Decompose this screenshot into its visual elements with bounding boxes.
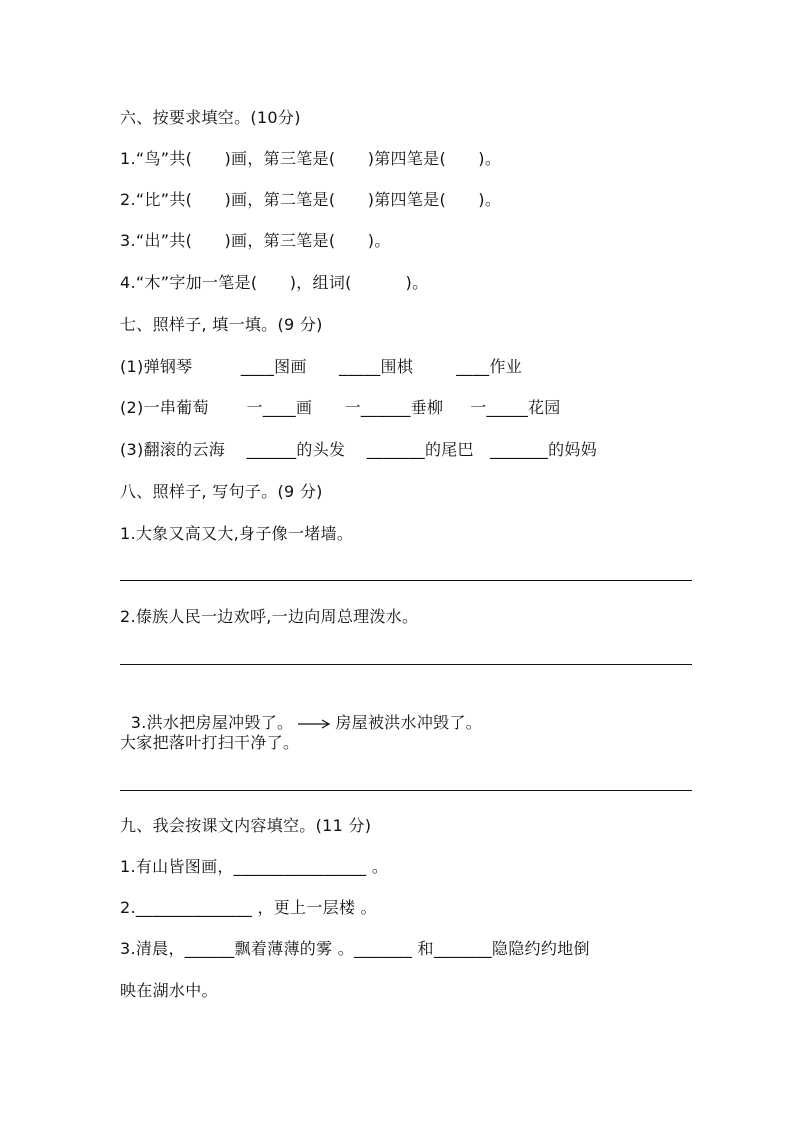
answer-line-2 [120, 664, 692, 665]
section-9-poem-2: 2.______________ ，更上一层楼 。 [120, 898, 377, 917]
sentence-3-active: 3.洪水把房屋冲毁了。 [130, 713, 294, 732]
section-7-row-2: (2)一串葡萄 一____画 一______垂柳 一_____花园 [120, 398, 561, 417]
section-6-question-4: 4.“木”字加一笔是( )，组词( )。 [120, 273, 429, 292]
section-6-question-2: 2.“比”共( )画，第二笔是( )第四笔是( )。 [120, 190, 502, 209]
section-8-title: 八、照样子, 写句子。(9 分) [120, 482, 323, 501]
section-8-sentence-1: 1.大象又高又大,身子像一堵墙。 [120, 524, 354, 543]
section-6-question-1: 1.“鸟”共( )画，第三笔是( )第四笔是( )。 [120, 149, 502, 168]
section-6-question-3: 3.“出”共( )画，第三笔是( )。 [120, 231, 391, 250]
section-9-title: 九、我会按课文内容填空。(11 分) [120, 816, 372, 835]
section-8-task-3: 大家把落叶打扫干净了。 [120, 733, 300, 752]
section-9-text-3: 3.清晨，______飘着薄薄的雾 。_______ 和_______隐隐约约地倒 [120, 939, 590, 958]
section-9-poem-1: 1.有山皆图画，________________ 。 [120, 857, 389, 876]
section-7-title: 七、照样子, 填一填。(9 分) [120, 315, 323, 334]
answer-line-3 [120, 790, 692, 791]
section-7-row-3: (3)翻滚的云海 ______的头发 _______的尾巴 _______的妈妈 [120, 440, 598, 459]
section-6-title: 六、按要求填空。(10分) [120, 108, 301, 127]
section-9-text-3-continued: 映在湖水中。 [120, 981, 218, 1000]
section-8-sentence-2: 2.傣族人民一边欢呼,一边向周总理泼水。 [120, 607, 419, 626]
section-7-row-1: (1)弹钢琴 ____图画 _____围棋 ____作业 [120, 357, 523, 376]
section-8-sentence-3 [120, 690, 482, 734]
arrow-right-icon [297, 718, 331, 730]
answer-line-1 [120, 580, 692, 581]
sentence-3-passive: 房屋被洪水冲毁了。 [335, 713, 483, 732]
